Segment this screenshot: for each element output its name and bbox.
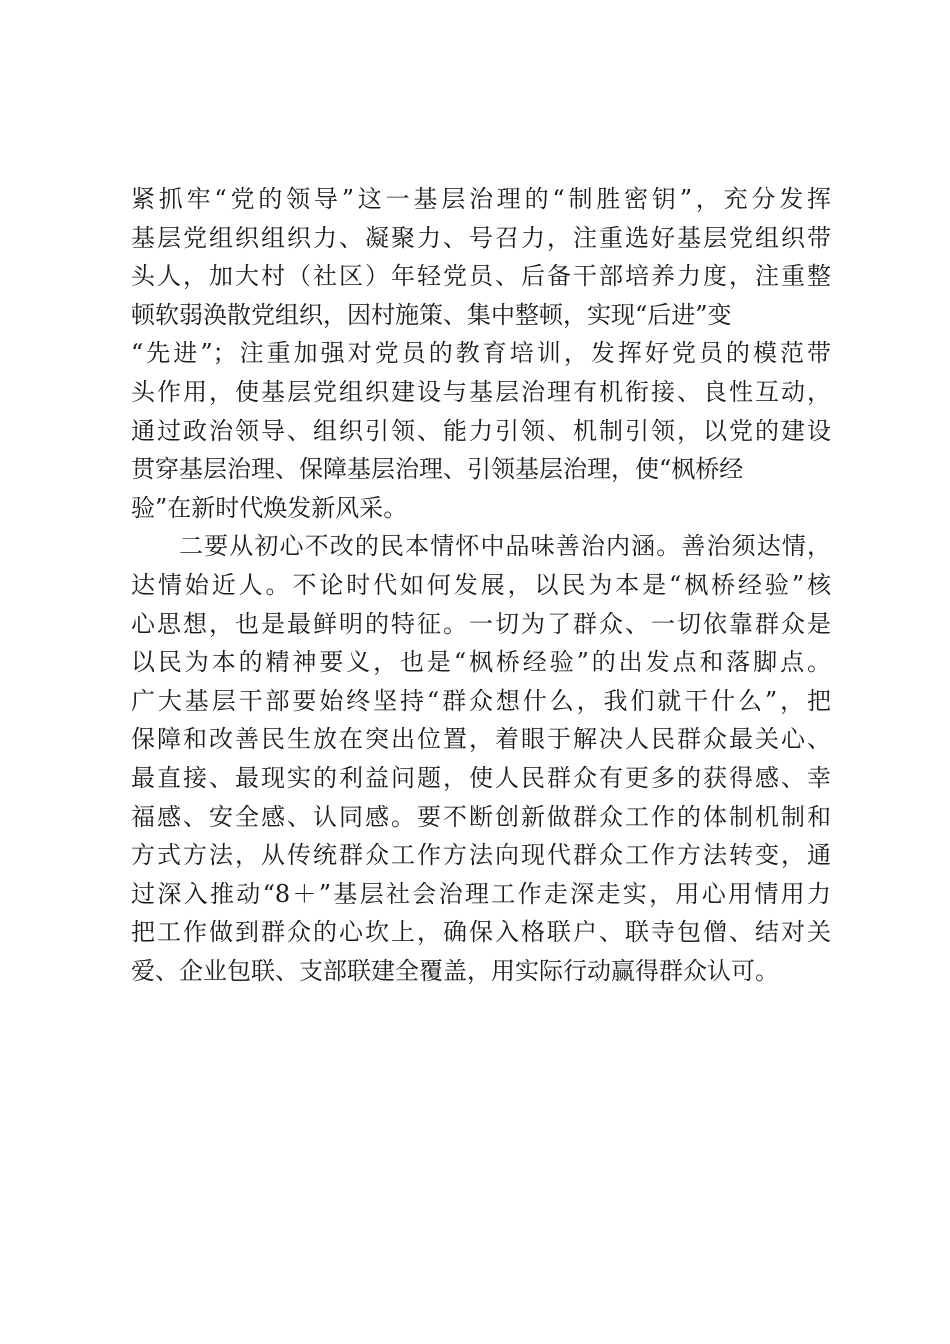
text-line: 紧抓牢“党的领导”这一基层治理的“制胜密钥”，充分发挥 (131, 185, 831, 213)
text-line: 广大基层干部要始终坚持“群众想什么，我们就干什么”，把 (131, 686, 831, 715)
text-line: 达情始近人。不论时代如何发展，以民为本是“枫桥经验”核 (131, 570, 831, 599)
text-line: 通过政治领导、组织引领、能力引领、机制引领，以党的建设 (131, 416, 831, 445)
text-line: 心思想，也是最鲜明的特征。一切为了群众、一切依靠群众是 (131, 609, 831, 638)
text-line: 爱、企业包联、支部联建全覆盖，用实际行动赢得群众认可。 (131, 956, 779, 985)
text-line: 方式方法，从传统群众工作方法向现代群众工作方法转变，通 (131, 841, 831, 870)
text-line: 福感、安全感、认同感。要不断创新做群众工作的体制机制和 (131, 802, 831, 831)
text-line: 验”在新时代焕发新风采。 (131, 493, 408, 522)
text-line: 以民为本的精神要义，也是“枫桥经验”的出发点和落脚点。 (131, 648, 831, 677)
text-line: 头人，加大村（社区）年轻党员、后备干部培养力度，注重整 (131, 262, 831, 291)
paragraph-1 (131, 180, 831, 527)
text-line: 过深入推动“8＋”基层社会治理工作走深走实，用心用情用力 (131, 879, 831, 908)
text-line: 最直接、最现实的利益问题，使人民群众有更多的获得感、幸 (131, 763, 831, 792)
text-line: 保障和改善民生放在突出位置，着眼于解决人民群众最关心、 (131, 725, 831, 754)
document-body (131, 180, 831, 990)
text-line: “先进”；注重加强对党员的教育培训，发挥好党员的模范带 (131, 339, 831, 368)
text-line: 二要从初心不改的民本情怀中品味善治内涵。善治须达情， (179, 532, 831, 561)
text-line: 贯穿基层治理、保障基层治理、引领基层治理，使“枫桥经 (131, 455, 744, 484)
text-line: 顿软弱涣散党组织，因村施策、集中整顿，实现“后进”变 (131, 300, 732, 329)
text-line: 基层党组织组织力、凝聚力、号召力，注重选好基层党组织带 (131, 223, 831, 252)
text-line: 把工作做到群众的心坎上，确保入格联户、联寺包僧、结对关 (131, 918, 831, 947)
paragraph-2 (131, 527, 831, 990)
text-line: 头作用，使基层党组织建设与基层治理有机衔接、良性互动， (131, 377, 831, 406)
